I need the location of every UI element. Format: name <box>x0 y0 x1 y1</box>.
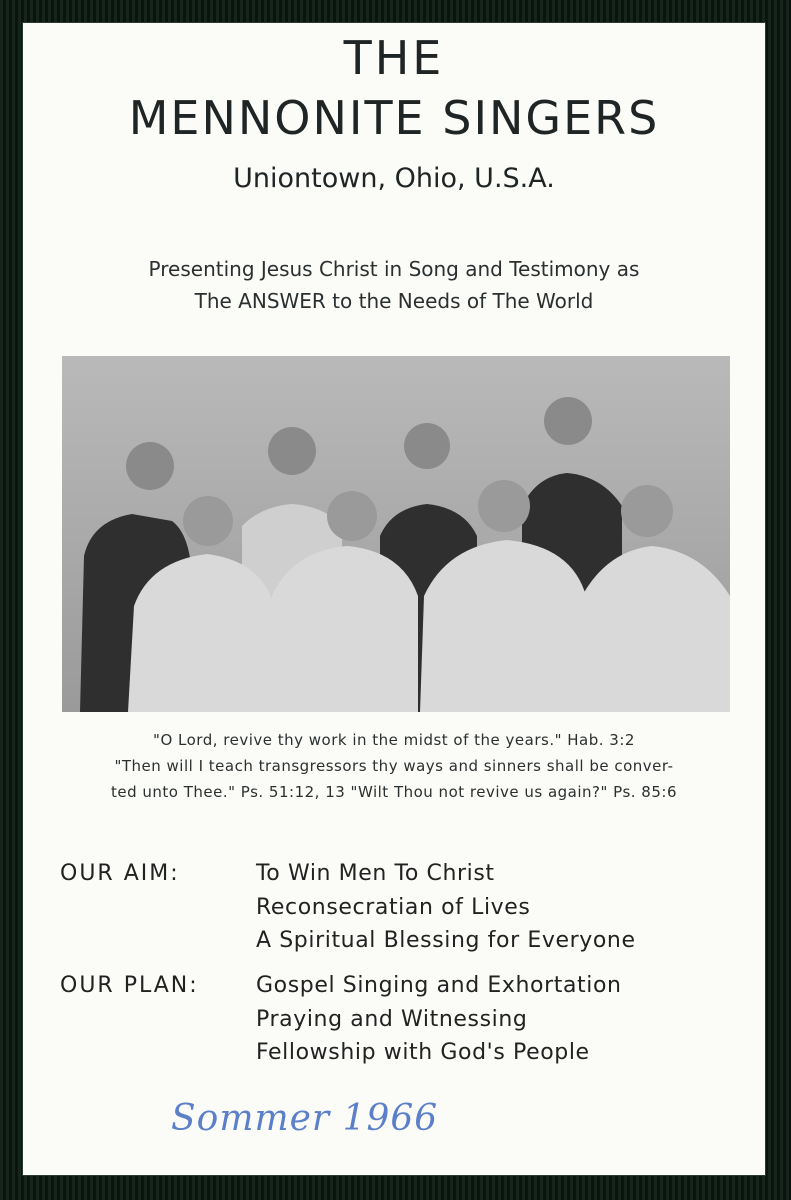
location-line: Uniontown, Ohio, U.S.A. <box>233 163 555 194</box>
aim-item-2: Reconsecratian of Lives <box>256 895 531 920</box>
aim-item-3: A Spiritual Blessing for Everyone <box>256 928 636 953</box>
aim-label: OUR AIM: <box>60 861 180 886</box>
tagline-line-1: Presenting Jesus Christ in Song and Testimony as <box>148 257 640 281</box>
scripture-line-1: "O Lord, revive thy work in the midst of the years." Hab. 3:2 <box>153 731 635 749</box>
scripture-line-3: ted unto Thee." Ps. 51:12, 13 "Wilt Thou not revive us again?" Ps. 85:6 <box>111 783 677 801</box>
plan-label: OUR PLAN: <box>60 973 199 998</box>
aim-item-1: To Win Men To Christ <box>256 861 495 886</box>
flyer-card <box>23 23 765 1175</box>
plan-item-1: Gospel Singing and Exhortation <box>256 973 622 998</box>
group-photo <box>62 356 730 712</box>
tagline-line-2: The ANSWER to the Needs of The World <box>194 289 594 313</box>
title-line-1: THE <box>343 31 445 85</box>
title-line-2: MENNONITE SINGERS <box>128 91 660 145</box>
group-photo-illustration <box>62 356 730 712</box>
plan-item-2: Praying and Witnessing <box>256 1007 528 1032</box>
handwritten-note: Sommer 1966 <box>171 1098 439 1139</box>
scripture-line-2: "Then will I teach transgressors thy ways and sinners shall be conver- <box>114 757 674 775</box>
plan-item-3: Fellowship with God's People <box>256 1040 590 1065</box>
